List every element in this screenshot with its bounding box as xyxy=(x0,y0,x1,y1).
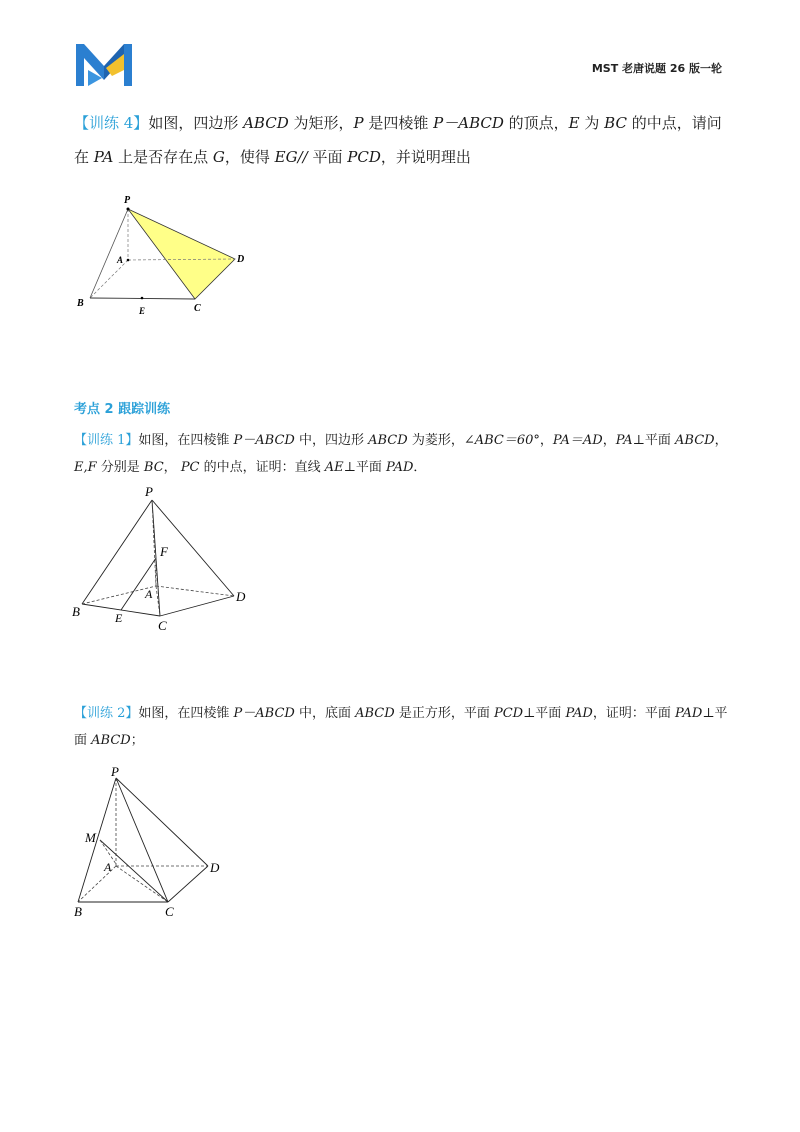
math: PC xyxy=(180,460,200,475)
label-a: A xyxy=(104,860,112,874)
text: ⊥平面 xyxy=(74,706,728,748)
label-c: C xyxy=(165,904,174,919)
math: P－ABCD xyxy=(233,433,295,448)
header-title: MST 老唐说题 26 版一轮 xyxy=(591,62,722,75)
text: 的中点，证明：直线 xyxy=(199,460,325,475)
math: PCD xyxy=(347,148,381,166)
label-d: D xyxy=(237,254,245,265)
text: ， xyxy=(714,433,728,448)
math: E xyxy=(568,114,580,132)
math: ABCD xyxy=(355,706,395,721)
label-c: C xyxy=(194,303,201,314)
math: PA＝AD xyxy=(552,433,603,448)
text: ， xyxy=(602,433,616,448)
math: P xyxy=(353,114,364,132)
math: ABCD xyxy=(368,433,408,448)
math: E,F xyxy=(74,460,97,475)
math: ABCD xyxy=(91,733,131,748)
text: 如图，在四棱锥 xyxy=(138,706,234,721)
math: BC xyxy=(604,114,627,132)
math: P－ABCD xyxy=(433,114,504,132)
label-d: D xyxy=(210,860,220,875)
math: P－ABCD xyxy=(233,706,295,721)
label-d: D xyxy=(236,589,246,604)
text: 为矩形， xyxy=(288,114,354,132)
text: ⊥平面 xyxy=(343,460,387,475)
text: 为 xyxy=(579,114,605,132)
text: 如图，四边形 xyxy=(148,114,244,132)
text: ，并说明理出 xyxy=(380,148,471,166)
math: PAD xyxy=(565,706,593,721)
label-p: P xyxy=(111,764,119,779)
problem-2-tag: 【训练 1】 xyxy=(74,433,139,448)
text: 如图，在四棱锥 xyxy=(138,433,234,448)
label-e: E xyxy=(139,306,146,316)
figure-2-pyramid xyxy=(68,484,258,634)
label-b: B xyxy=(77,298,84,309)
math: PCD xyxy=(493,706,524,721)
highlighted-face-pcd xyxy=(128,209,235,299)
math: ABCD xyxy=(675,433,715,448)
figure-1-pyramid xyxy=(70,190,260,320)
text: 为菱形， xyxy=(407,433,464,448)
text: ⊥平面 xyxy=(523,706,566,721)
math: PAD xyxy=(386,460,414,475)
math: AE xyxy=(324,460,344,475)
label-p: P xyxy=(145,484,153,499)
math: BC xyxy=(143,460,164,475)
label-c: C xyxy=(158,618,167,633)
text: 上是否存在点 xyxy=(113,148,213,166)
problem-3-text xyxy=(74,700,730,754)
figure-3-pyramid xyxy=(68,764,238,924)
problem-2-text xyxy=(74,427,730,481)
math: PA xyxy=(93,148,114,166)
label-e: E xyxy=(115,611,123,625)
text: 中，底面 xyxy=(294,706,356,721)
label-b: B xyxy=(74,904,82,919)
math: EG// xyxy=(274,148,308,166)
label-f: F xyxy=(160,544,168,559)
text: 分别是 xyxy=(96,460,144,475)
text: 平面 xyxy=(307,148,348,166)
math: ABCD xyxy=(243,114,289,132)
label-p: P xyxy=(124,195,131,206)
text: ， xyxy=(539,433,553,448)
problem-3-tag: 【训练 2】 xyxy=(74,706,139,721)
text: ； xyxy=(130,733,144,748)
text: 的中点，请问在 xyxy=(74,114,722,166)
text: ⊥平面 xyxy=(632,433,676,448)
text: ，证明：平面 xyxy=(592,706,675,721)
problem-1-tag: 【训练 4】 xyxy=(74,114,149,132)
label-b: B xyxy=(72,604,80,619)
section-title: 考点 2 跟踪训练 xyxy=(74,402,171,417)
text: ． xyxy=(413,460,427,475)
label-m: M xyxy=(85,830,96,845)
text: 中，四边形 xyxy=(294,433,369,448)
math: PAD xyxy=(674,706,703,721)
problem-1-text xyxy=(74,106,730,174)
text: 是四棱锥 xyxy=(363,114,434,132)
text: ，使得 xyxy=(224,148,275,166)
label-a: A xyxy=(117,255,124,265)
label-a: A xyxy=(145,587,153,601)
mst-logo xyxy=(76,40,132,86)
text: 的顶点， xyxy=(503,114,569,132)
text: ， xyxy=(163,460,181,475)
math: PA xyxy=(615,433,633,448)
math: ∠ABC＝60° xyxy=(463,433,540,448)
text: 是正方形，平面 xyxy=(394,706,494,721)
math: G xyxy=(212,148,225,166)
